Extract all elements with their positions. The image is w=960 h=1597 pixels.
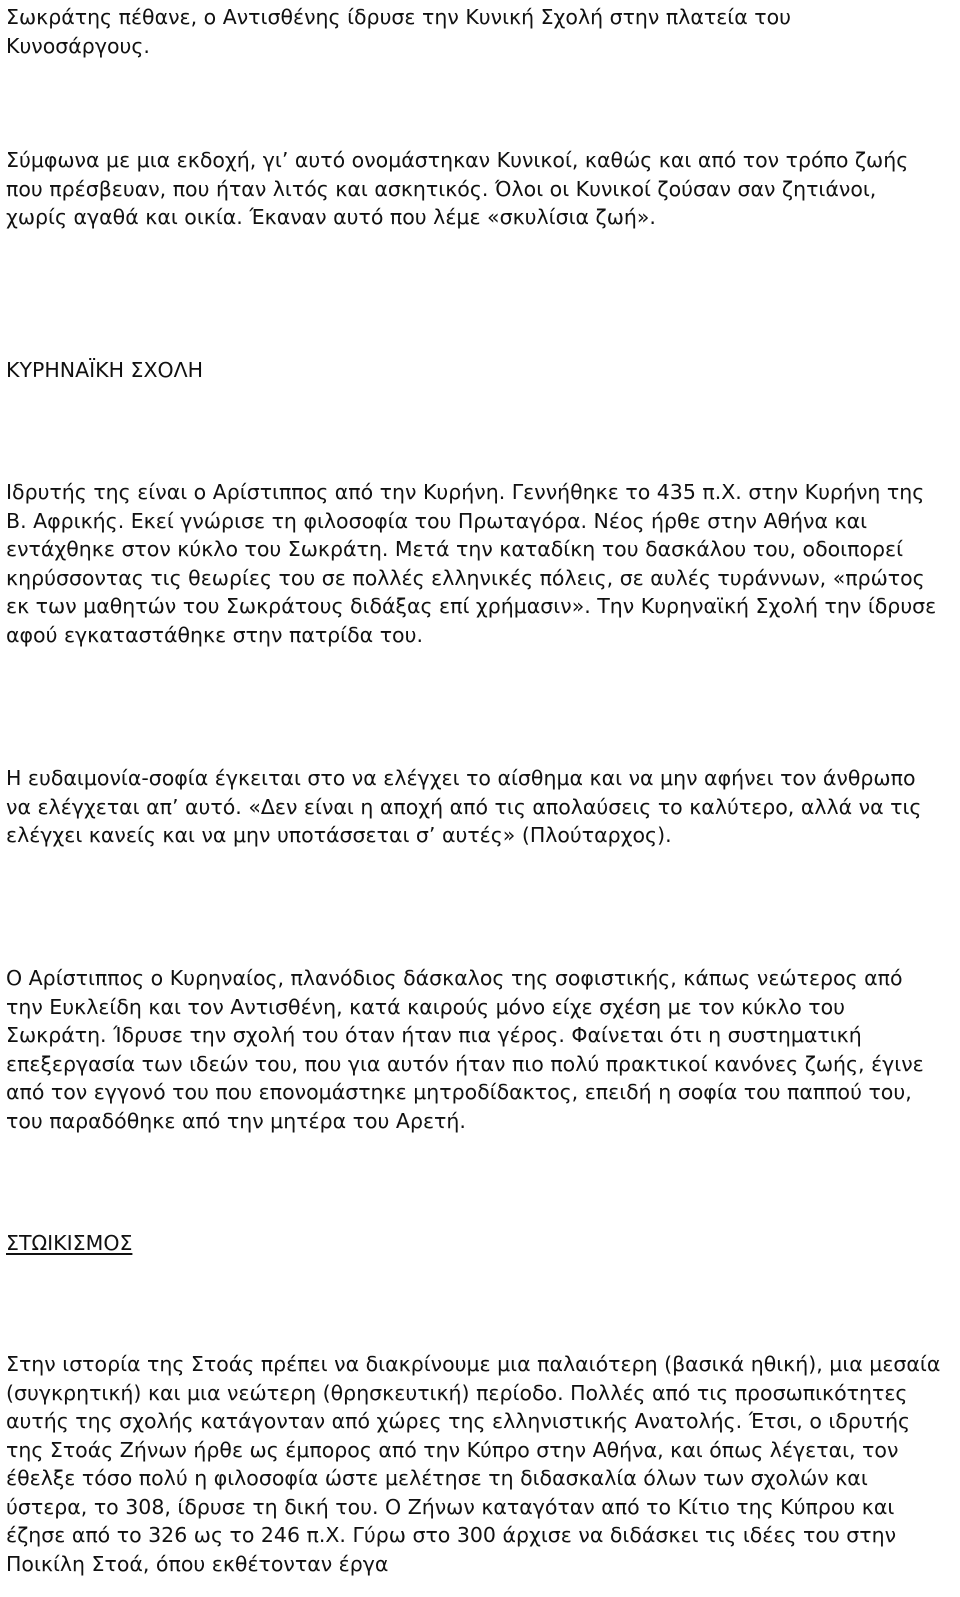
cynic-paragraph: Σύμφωνα με μια εκδοχή, γι’ αυτό ονομάστηκαν Κυνικοί, καθώς και από τον τρόπο ζωής που πρέσβευαν, που ήταν λιτός και ασκητικός. Όλοι οι Κυνικοί ζούσαν σαν ζητιάνοι, χωρίς αγαθά και οικία. Έκαναν αυτό που λέμε «σκυλίσια ζωή».	[6, 148, 909, 229]
cyrenaic-paragraph-2: Η ευδαιμονία-σοφία έγκειται στο να ελέγχει το αίσθημα και να μην αφήνει τον άνθρωπο να ελέγχεται απ’ αυτό. «Δεν είναι η αποχή από τις απολαύσεις το καλύτερο, αλλά να τις ελέγχει κανείς και να μην υποτάσσεται σ’ αυτές» (Πλούταρχος).	[6, 766, 922, 847]
cyrenaic-paragraph-1: Ιδρυτής της είναι ο Αρίστιππος από την Κυρήνη. Γεννήθηκε το 435 π.Χ. στην Κυρήνη της Β. Αφρικής. Εκεί γνώρισε τη φιλοσοφία του Πρωταγόρα. Νέος ήρθε στην Αθήνα και εντάχθηκε στον κύκλο του Σωκράτη. Μετά την καταδίκη του δασκάλου του, οδοιπορεί κηρύσσοντας τις θεωρίες του σε πολλές ελληνικές πόλεις, σε αυλές τυράννων, «πρώτος εκ των μαθητών του Σωκράτους διδάξας επί χρήμασιν». Την Κυρηναϊκή Σχολή την ίδρυσε αφού εγκαταστάθηκε στην πατρίδα του.	[6, 480, 937, 647]
intro-paragraph: Σωκράτης πέθανε, ο Αντισθένης ίδρυσε την Κυνική Σχολή στην πλατεία του Κυνοσάργους.	[6, 5, 791, 58]
heading-stoicism: ΣΤΩΙΚΙΣΜΟΣ	[6, 1231, 133, 1255]
heading-cyrenaic: ΚΥΡΗΝΑΪΚΗ ΣΧΟΛΗ	[6, 358, 204, 382]
cyrenaic-paragraph-3: Ο Αρίστιππος ο Κυρηναίος, πλανόδιος δάσκαλος της σοφιστικής, κάπως νεώτερος από την Ευκλείδη και τον Αντισθένη, κατά καιρούς μόνο είχε σχέση με τον κύκλο του Σωκράτη. Ίδρυσε την σχολή του όταν ήταν πια γέρος. Φαίνεται ότι η συστηματική επεξεργασία των ιδεών του, που για αυτόν ήταν πιο πολύ πρακτικοί κανόνες ζωής, έγινε από τον εγγονό του που επονομάστηκε μητροδίδακτος, επειδή η σοφία του παππού του, του παραδόθηκε από την μητέρα του Αρετή.	[6, 966, 924, 1133]
stoic-paragraph: Στην ιστορία της Στοάς πρέπει να διακρίνουμε μια παλαιότερη (βασικά ηθική), μια μεσαία (συγκρητική) και μια νεώτερη (θρησκευτική) περίοδο. Πολλές από τις προσωπικότητες αυτής της σχολής κατάγονταν από χώρες της ελληνιστικής Ανατολής. Έτσι, ο ιδρυτής της Στοάς Ζήνων ήρθε ως έμπορος από την Κύπρο στην Αθήνα, και όπως λέγεται, τον έθελξε τόσο πολύ η φιλοσοφία ώστε μελέτησε τη διδασκαλία όλων των σχολών και ύστερα, το 308, ίδρυσε τη δική του. Ο Ζήνων καταγόταν από το Κίτιο της Κύπρου και έζησε από το 326 ως το 246 π.Χ. Γύρω στο 300 άρχισε να διδάσκει τις ιδέες του στην Ποικίλη Στοά, όπου εκθέτονταν έργα	[6, 1352, 941, 1576]
